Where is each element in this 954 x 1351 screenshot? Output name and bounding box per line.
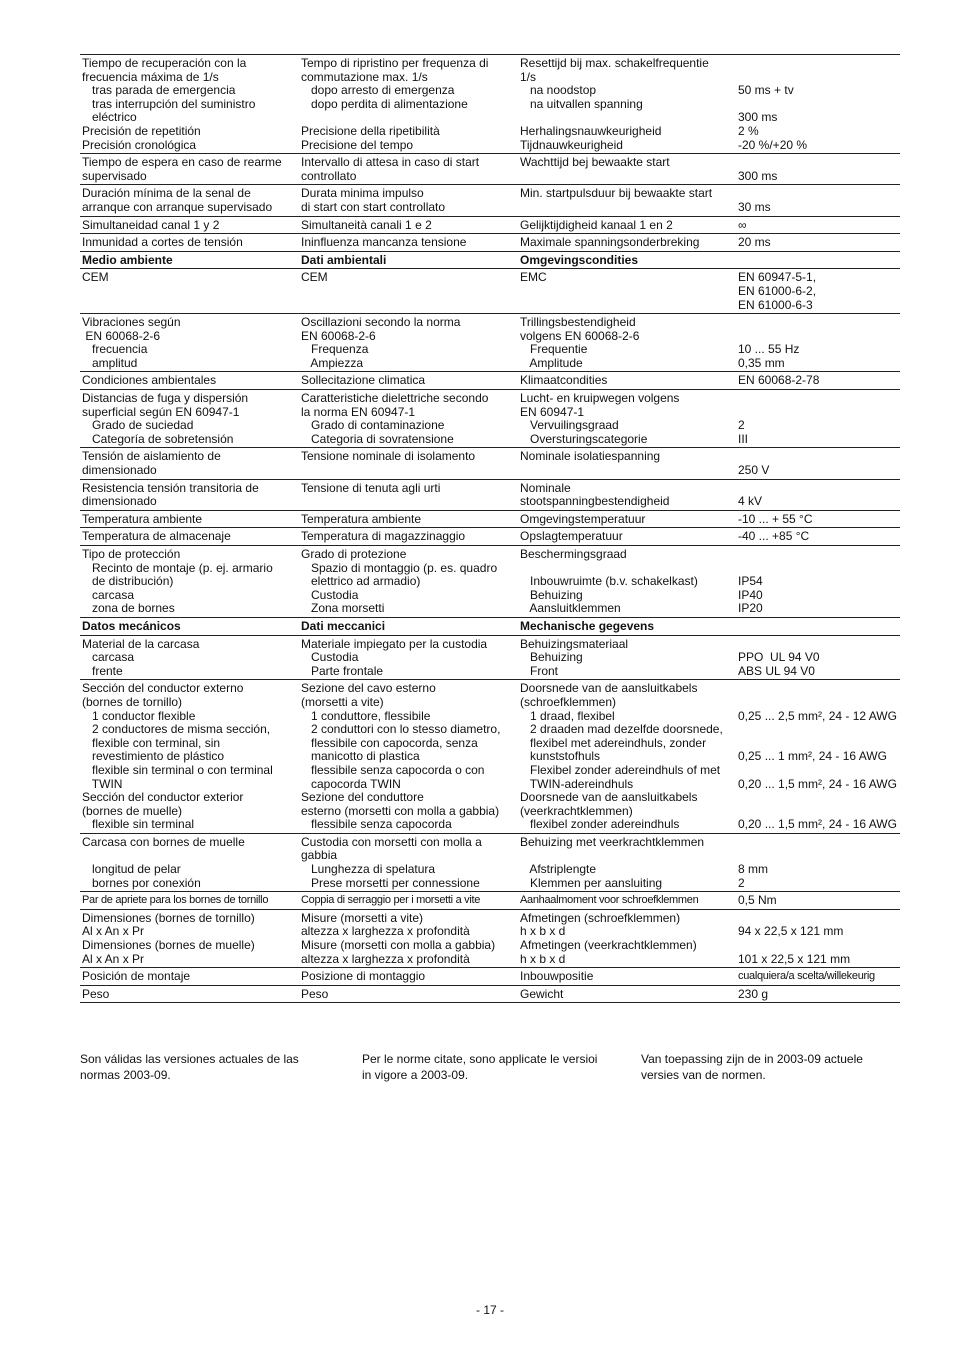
spec-label-es: Distancias de fuga y dispersión superficial según EN 60947-1 Grado de suciedad Categoría de sobretensión xyxy=(82,392,249,446)
spec-row xyxy=(80,968,900,986)
spec-value: 10 ... 55 Hz 0,35 mm xyxy=(738,342,800,370)
spec-row xyxy=(80,546,900,618)
spec-row xyxy=(80,680,900,834)
spec-label-it: Tempo di ripristino per frequenza di commutazione max. 1/s dopo arresto di emergenza dopo perdita di alimentazione Precisione della ripetibilità Precisione del tempo xyxy=(301,57,489,152)
spec-value: -40 ... +85 °C xyxy=(738,530,810,544)
spec-value: 94 x 22,5 x 121 mm 101 x 22,5 x 121 mm xyxy=(738,924,851,966)
spec-value xyxy=(737,620,900,634)
spec-value xyxy=(737,254,900,268)
spec-label-es: Datos mecánicos xyxy=(82,619,181,633)
spec-value: 20 ms xyxy=(738,236,771,250)
spec-label-it: Grado di protezione Spazio di montaggio (p. es. quadro elettrico ad armadio) Custodia Zona morsetti xyxy=(301,548,498,616)
spec-label-nl: Omgevingstemperatuur xyxy=(520,512,646,526)
spec-row xyxy=(80,314,900,372)
spec-label-nl: Behuizing met veerkrachtklemmen Afstriplengte Klemmen per aansluiting xyxy=(520,835,705,890)
spec-value: IP54 IP40 IP20 xyxy=(738,574,763,616)
spec-row xyxy=(80,185,900,216)
norms-notes xyxy=(80,1051,900,1083)
spec-label-it: Custodia con morsetti con molla a gabbia Lunghezza di spelatura Prese morsetti per connessione xyxy=(301,835,482,890)
spec-label-es: Temperatura de almacenaje xyxy=(82,530,231,544)
spec-value: 50 ms + tv 300 ms 2 % -20 %/+20 % xyxy=(738,83,808,152)
spec-label-nl: Aanhaalmoment voor schroefklemmen xyxy=(520,894,699,907)
spec-label-nl: Klimaatcondities xyxy=(520,374,608,388)
section-header-row xyxy=(80,252,900,270)
spec-value: cualquiera/a scelta/willekeurig xyxy=(738,970,875,983)
spec-label-nl: Mechanische gegevens xyxy=(520,619,655,633)
spec-label-es: Condiciones ambientales xyxy=(82,374,217,388)
spec-value: 4 kV xyxy=(738,494,763,509)
spec-label-nl: Resettijd bij max. schakelfrequentie 1/s na noodstop na uitvallen spanning Herhalingsnauwkeurigheid Tijdnauwkeurigheid xyxy=(520,57,709,152)
spec-label-es: Duración mínima de la senal de arranque con arranque supervisado xyxy=(82,187,273,214)
spec-label-it: Temperatura di magazzinaggio xyxy=(301,530,466,544)
spec-label-nl: Beschermingsgraad Inbouwruimte (b.v. schakelkast) Behuizing Aansluitklemmen xyxy=(520,548,698,616)
spec-row xyxy=(80,892,900,910)
spec-label-es: Tensión de aislamiento de dimensionado xyxy=(82,450,221,478)
spec-label-nl: Lucht- en kruipwegen volgens EN 60947-1 Vervuilingsgraad Oversturingscategorie xyxy=(520,392,680,446)
note-es: Son válidas las versiones actuales de las normas 2003-09. xyxy=(80,1052,299,1082)
spec-row xyxy=(80,372,900,390)
spec-label-it: Tensione di tenuta agli urti xyxy=(301,481,441,495)
spec-row xyxy=(80,511,900,529)
spec-row xyxy=(80,217,900,235)
spec-label-es: Medio ambiente xyxy=(82,253,173,267)
spec-value: 30 ms xyxy=(738,199,771,214)
note-it: Per le norme citate, sono applicate le versioi in vigore a 2003-09. xyxy=(362,1052,598,1082)
spec-label-es: Tipo de protección Recinto de montaje (p. ej. armario de distribución) carcasa zona de bornes xyxy=(82,548,273,616)
spec-label-it: Dati ambientali xyxy=(301,253,387,267)
spec-label-nl: Gewicht xyxy=(520,987,564,1001)
spec-value: 300 ms xyxy=(738,168,778,183)
spec-label-es: Dimensiones (bornes de tornillo) Al x An x Pr Dimensiones (bornes de muelle) Al x An x Pr xyxy=(82,911,255,966)
spec-label-it: Sezione del cavo esterno (morsetti a vite) 1 conduttore, flessibile 2 conduttori con lo stesso diametro, flessibile con capocorda, senza manicotto di plastica flessibile senza capocorda o con capocorda TWIN Sezione del conduttore esterno (morsetti con molla a gabbia) flessibile senza capocorda xyxy=(301,682,501,832)
spec-label-nl: Afmetingen (schroefklemmen) h x b x d Afmetingen (veerkrachtklemmen) h x b x d xyxy=(520,911,697,966)
spec-label-nl: Doorsnede van de aansluitkabels (schroefklemmen) 1 draad, flexibel 2 draaden mad dezelfde doorsnede, flexibel met adereindhuls, zonder kunststofhuls Flexibel zonder adereindhuls of met TWIN-adereindhuls Doorsnede van de aansluitkabels (veerkrachtklemmen) flexibel zonder adereindhuls xyxy=(520,682,723,832)
spec-value: 2 III xyxy=(738,418,749,446)
spec-value: 8 mm 2 xyxy=(738,862,768,890)
spec-label-nl: Trillingsbestendigheid volgens EN 60068-2-6 Frequentie Amplitude xyxy=(520,316,640,370)
spec-value: EN 60947-5-1, EN 61000-6-2, EN 61000-6-3 xyxy=(738,271,817,312)
spec-label-es: Peso xyxy=(82,987,110,1001)
spec-value: -10 ... + 55 °C xyxy=(738,512,813,526)
spec-label-it: Durata minima impulso di start con start controllato xyxy=(301,187,446,214)
spec-label-nl: Behuizingsmateriaal Behuizing Front xyxy=(520,637,629,678)
spec-label-it: Misure (morsetti a vite) altezza x larghezza x profondità Misure (morsetti con molla a gabbia) altezza x larghezza x profondità xyxy=(301,911,496,966)
spec-label-nl: Omgevingscondities xyxy=(520,253,639,267)
spec-label-it: Posizione di montaggio xyxy=(301,970,426,984)
spec-label-es: Inmunidad a cortes de tensión xyxy=(82,236,243,250)
spec-row xyxy=(80,269,900,314)
spec-row xyxy=(80,480,900,511)
spec-label-es: Posición de montaje xyxy=(82,970,191,984)
spec-label-es: Carcasa con bornes de muelle longitud de pelar bornes por conexión xyxy=(82,835,245,890)
spec-row xyxy=(80,390,900,448)
spec-row xyxy=(80,636,900,681)
spec-label-it: Tensione nominale di isolamento xyxy=(301,450,476,464)
spec-row xyxy=(80,55,900,154)
spec-row xyxy=(80,834,900,892)
spec-label-it: Materiale impiegato per la custodia Custodia Parte frontale xyxy=(301,637,488,678)
spec-row xyxy=(80,448,900,479)
spec-label-es: Resistencia tensión transitoria de dimensionado xyxy=(82,481,259,509)
spec-label-nl: Nominale stootspanningbestendigheid xyxy=(520,481,670,509)
spec-label-es: Tiempo de recuperación con la frecuencia máxima de 1/s tras parada de emergencia tras interrupción del suministro eléctrico Precisión de repetitión Precisión cronológica xyxy=(82,57,256,152)
spec-label-nl: Min. startpulsduur bij bewaakte start xyxy=(520,187,713,201)
page-number: - 17 - xyxy=(475,1303,504,1317)
spec-row xyxy=(80,986,900,1004)
spec-label-it: CEM xyxy=(301,271,328,285)
spec-label-nl: Nominale isolatiespanning xyxy=(520,450,661,464)
spec-label-it: Sollecitazione climatica xyxy=(301,374,426,388)
spec-value: 250 V xyxy=(738,463,770,478)
spec-row xyxy=(80,528,900,546)
spec-row xyxy=(80,234,900,252)
spec-label-es: Simultaneidad canal 1 y 2 xyxy=(82,218,220,232)
section-header-row xyxy=(80,618,900,636)
spec-label-nl: Gelijktijdigheid kanaal 1 en 2 xyxy=(520,218,673,232)
spec-value: ∞ xyxy=(738,218,747,232)
spec-label-nl: Opslagtemperatuur xyxy=(520,530,623,544)
spec-label-it: Coppia di serraggio per i morsetti a vite xyxy=(301,894,481,907)
spec-row xyxy=(80,910,900,968)
spec-label-it: Ininfluenza mancanza tensione xyxy=(301,236,467,250)
spec-label-nl: Maximale spanningsonderbreking xyxy=(520,236,700,250)
spec-value: EN 60068-2-78 xyxy=(738,374,820,388)
spec-label-es: Par de apriete para los bornes de tornillo xyxy=(82,894,269,907)
spec-row xyxy=(80,154,900,185)
spec-value: 0,5 Nm xyxy=(738,894,777,908)
spec-label-it: Temperatura ambiente xyxy=(301,512,422,526)
spec-label-es: CEM xyxy=(82,271,109,285)
spec-value: 0,25 ... 2,5 mm², 24 - 12 AWG 0,25 ... 1 mm², 24 - 16 AWG 0,20 ... 1,5 mm², 24 - 16 AWG 0,20 ... 1,5 mm², 24 - 16 AWG xyxy=(738,708,897,832)
spec-value: 230 g xyxy=(738,987,769,1001)
spec-label-it: Oscillazioni secondo la norma EN 60068-2-6 Frequenza Ampiezza xyxy=(301,316,461,370)
note-nl: Van toepassing zijn de in 2003-09 actuele versies van de normen. xyxy=(641,1052,863,1082)
spec-label-it: Dati meccanici xyxy=(301,619,386,633)
spec-value: PPO UL 94 V0 ABS UL 94 V0 xyxy=(738,650,820,678)
spec-label-es: Sección del conductor externo (bornes de tornillo) 1 conductor flexible 2 conductores de misma sección, flexible con terminal, sin revestimiento de plástico flexible sin terminal o con terminal TWIN Sección del conductor exterior (bornes de muelle) flexible sin terminal xyxy=(82,682,273,832)
spec-label-it: Peso xyxy=(301,987,329,1001)
spec-table xyxy=(80,54,900,1003)
spec-label-nl: EMC xyxy=(520,271,547,285)
spec-label-nl: Wachttijd bej bewaakte start xyxy=(520,156,670,170)
spec-label-es: Tiempo de espera en caso de rearme supervisado xyxy=(82,156,282,183)
spec-label-it: Intervallo di attesa in caso di start controllato xyxy=(301,156,480,183)
spec-label-es: Temperatura ambiente xyxy=(82,512,203,526)
spec-label-nl: Inbouwpositie xyxy=(520,970,594,984)
spec-label-it: Caratteristiche dielettriche secondo la norma EN 60947-1 Grado di contaminazione Categoria di sovratensione xyxy=(301,392,489,446)
spec-label-es: Material de la carcasa carcasa frente xyxy=(82,637,200,678)
spec-label-it: Simultaneità canali 1 e 2 xyxy=(301,218,432,232)
spec-label-es: Vibraciones según EN 60068-2-6 frecuencia amplitud xyxy=(82,316,181,370)
